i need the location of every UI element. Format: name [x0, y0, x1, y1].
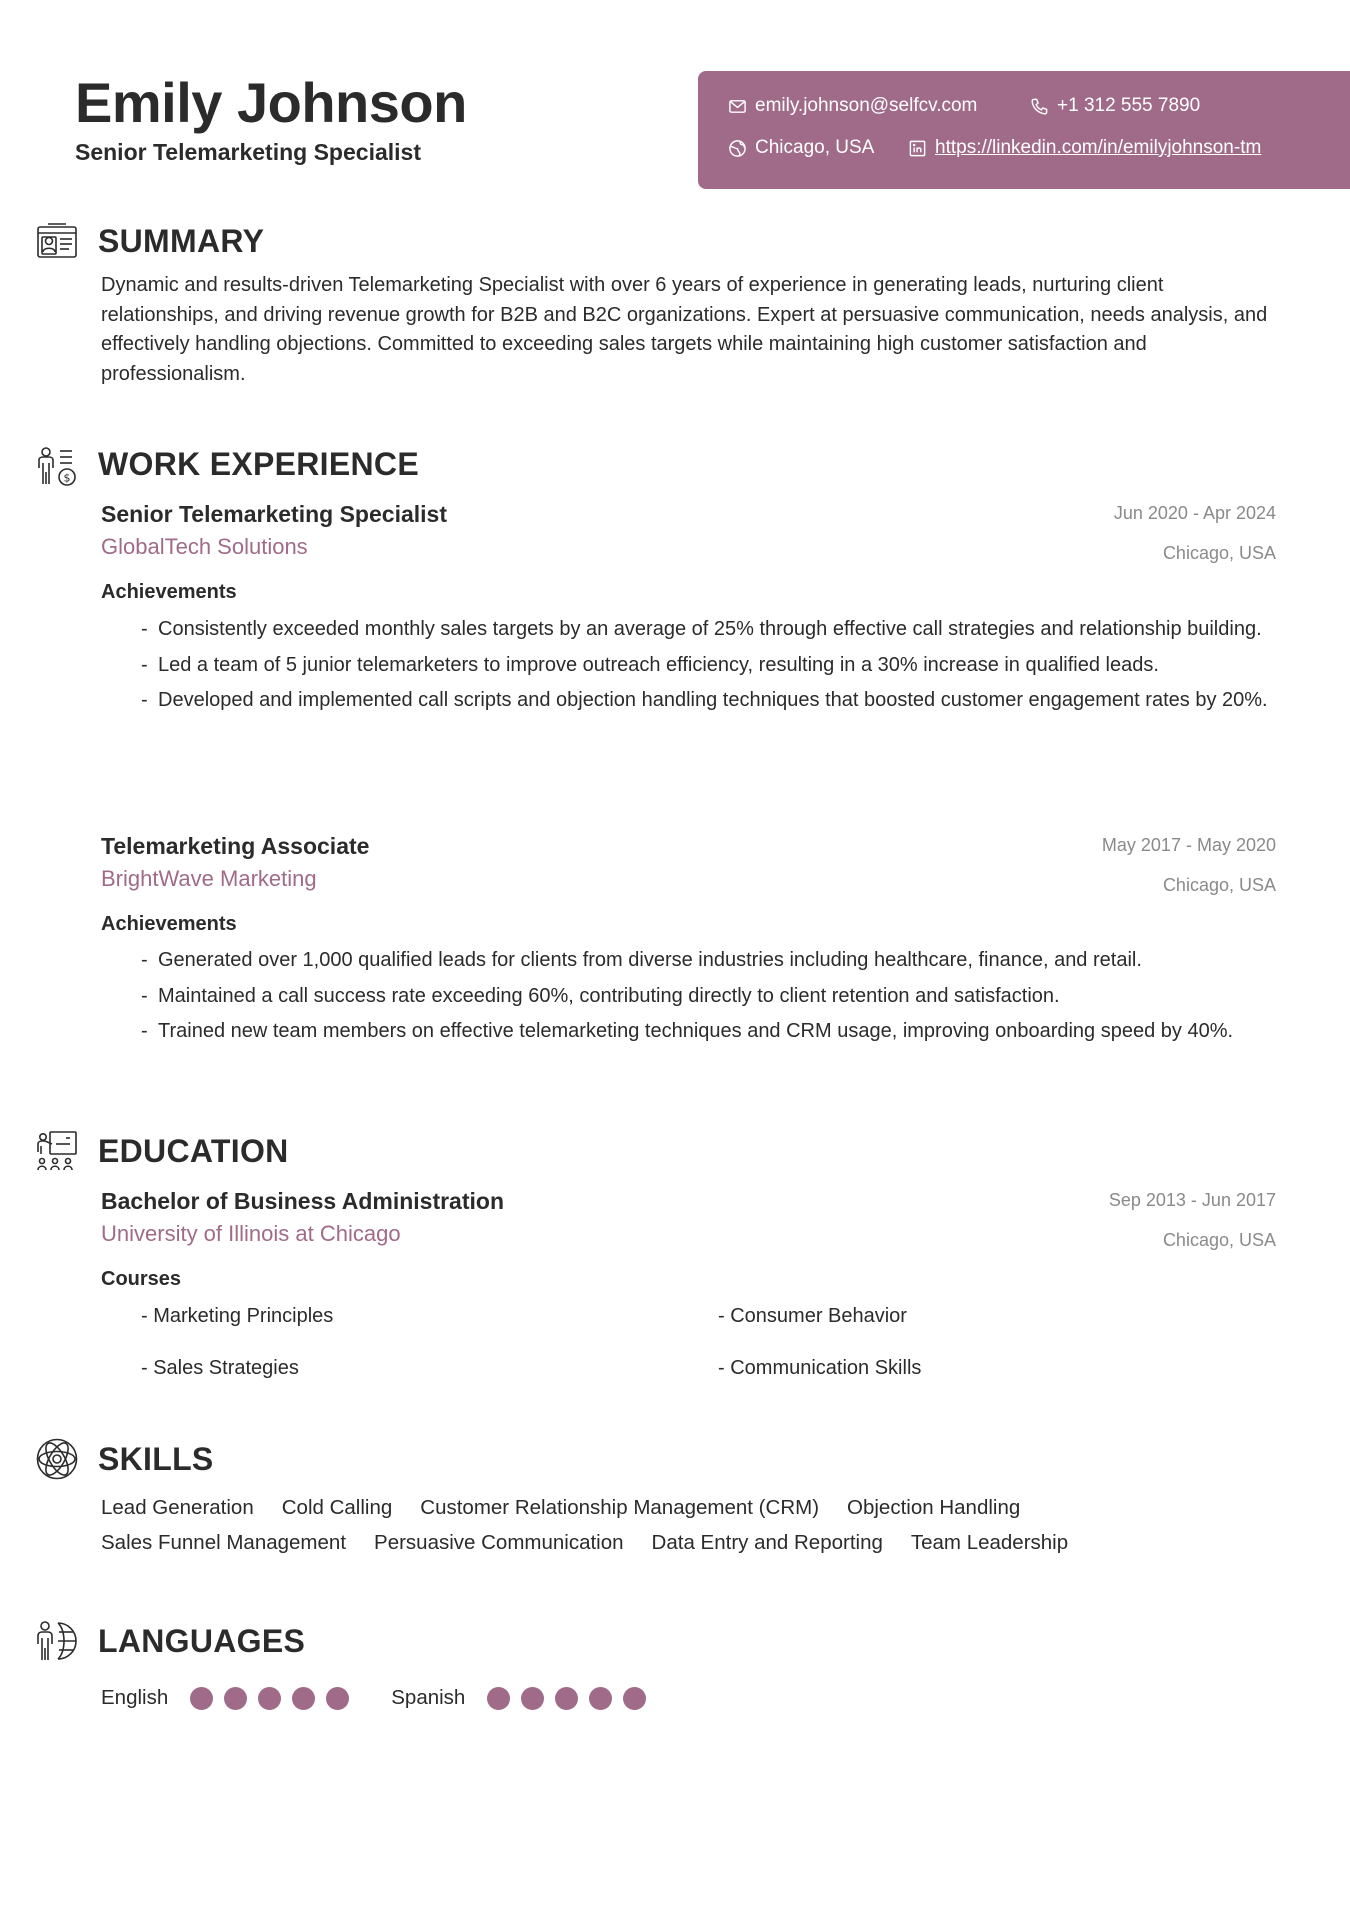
- job-company: GlobalTech Solutions: [101, 534, 308, 559]
- list-item: - Led a team of 5 junior telemarketers to improve outreach efficiency, resulting in a 30% increase in qualified leads.: [141, 653, 1159, 676]
- course-item: - Marketing Principles: [141, 1305, 334, 1327]
- language-level-dot: [589, 1687, 612, 1710]
- skill-item: Sales Funnel Management: [101, 1531, 347, 1554]
- job-company: BrightWave Marketing: [101, 866, 317, 891]
- worker-money-icon: [36, 446, 78, 488]
- language-name: English: [101, 1686, 169, 1709]
- list-item: - Maintained a call success rate exceeding 60%, contributing directly to client retention and satisfaction.: [141, 984, 1060, 1007]
- skills-row: [101, 1531, 1068, 1555]
- education-location: Chicago, USA: [1162, 1230, 1276, 1250]
- skill-item: Lead Generation: [101, 1496, 254, 1519]
- skill-item: Cold Calling: [281, 1496, 393, 1519]
- education-entry: [101, 1188, 1276, 1388]
- list-item: - Consistently exceeded monthly sales targets by an average of 25% through effective call strategies and relationship building.: [141, 618, 1262, 640]
- course-item: - Communication Skills: [718, 1357, 922, 1379]
- list-item: - Generated over 1,000 qualified leads for clients from diverse industries including healthcare, finance, and retail.: [141, 949, 1142, 971]
- education-dates: Sep 2013 - Jun 2017: [1108, 1190, 1276, 1210]
- courses-heading: Courses: [101, 1268, 182, 1290]
- skill-item: Persuasive Communication: [374, 1531, 624, 1554]
- experience-title: WORK EXPERIENCE: [98, 446, 419, 482]
- list-item: - Developed and implemented call scripts and objection handling techniques that boosted customer engagement rates by 20%.: [141, 689, 1268, 711]
- school-name: University of Illinois at Chicago: [101, 1221, 401, 1246]
- language-level-dots: [190, 1687, 349, 1710]
- languages-title: LANGUAGES: [98, 1623, 306, 1659]
- skill-item: Customer Relationship Management (CRM): [420, 1496, 820, 1519]
- language-level-dot: [258, 1687, 281, 1710]
- language-level-dot: [224, 1687, 247, 1710]
- language-level-dot: [487, 1687, 510, 1710]
- envelope-icon: [728, 97, 747, 116]
- language-level-dot: [326, 1687, 349, 1710]
- job-location: Chicago, USA: [1162, 875, 1276, 895]
- job-dates: Jun 2020 - Apr 2024: [1113, 503, 1276, 523]
- skill-item: Objection Handling: [847, 1496, 1021, 1519]
- achievements-list: [141, 615, 1271, 722]
- phone-text: +1 312 555 7890: [1057, 95, 1201, 116]
- contact-email[interactable]: [728, 95, 977, 117]
- linkedin-icon: [908, 139, 927, 158]
- achievements-heading: Achievements: [101, 913, 237, 935]
- skills-title: SKILLS: [98, 1441, 214, 1477]
- summary-title: SUMMARY: [98, 223, 265, 259]
- svg-text:$: $: [63, 471, 71, 485]
- job-title: Telemarketing Associate: [101, 833, 370, 859]
- classroom-icon: [36, 1130, 78, 1172]
- skill-item: Data Entry and Reporting: [651, 1531, 883, 1554]
- language-level-dot: [190, 1687, 213, 1710]
- language-level-dot: [555, 1687, 578, 1710]
- languages-row: [101, 1686, 688, 1710]
- course-item: - Consumer Behavior: [718, 1305, 907, 1327]
- experience-section: [36, 443, 1276, 1083]
- summary-section: [36, 218, 1276, 398]
- globe-icon: [728, 139, 747, 158]
- candidate-name: Emily Johnson: [75, 71, 467, 134]
- language-level-dots: [487, 1687, 646, 1710]
- summary-text: Dynamic and results-driven Telemarketing Specialist with over 6 years of experience in generating leads, nurturing client relationships, and driving revenue growth for B2B and B2C organizations. Expert at persuasive communication, needs analysis, and effectively handling objections. Committed to exceeding sales targets while maintaining high customer satisfaction and professionalism.: [101, 274, 1268, 385]
- achievements-list: [141, 946, 1271, 1053]
- contact-phone[interactable]: [1030, 95, 1200, 117]
- candidate-headline: Senior Telemarketing Specialist: [75, 139, 421, 165]
- skill-item: Team Leadership: [910, 1531, 1069, 1554]
- degree-title: Bachelor of Business Administration: [101, 1188, 504, 1214]
- contact-box: [698, 71, 1350, 189]
- language-level-dot: [292, 1687, 315, 1710]
- education-section: [36, 1130, 1276, 1390]
- location-text: Chicago, USA: [755, 137, 875, 158]
- education-title: EDUCATION: [98, 1133, 289, 1169]
- linkedin-link[interactable]: https://linkedin.com/in/emilyjohnson-tm: [935, 137, 1262, 158]
- achievements-heading: Achievements: [101, 581, 237, 603]
- course-item: - Sales Strategies: [141, 1357, 299, 1379]
- skills-section: [36, 1438, 1276, 1568]
- phone-icon: [1030, 97, 1049, 116]
- job-dates: May 2017 - May 2020: [1101, 835, 1276, 855]
- email-text: emily.johnson@selfcv.com: [755, 95, 978, 116]
- contact-linkedin[interactable]: [908, 137, 1261, 159]
- contact-location: [728, 137, 874, 159]
- language-level-dot: [521, 1687, 544, 1710]
- person-globe-icon: [36, 1620, 78, 1662]
- atom-icon: [36, 1438, 78, 1480]
- list-item: - Trained new team members on effective telemarketing techniques and CRM usage, improving onboarding speed by 40%.: [141, 1020, 1234, 1042]
- job-entry: [101, 833, 1276, 1093]
- skills-row: [101, 1496, 1020, 1520]
- languages-section: [36, 1620, 1276, 1730]
- language-level-dot: [623, 1687, 646, 1710]
- job-entry: [101, 501, 1276, 821]
- id-card-icon: [36, 221, 78, 263]
- language-name: Spanish: [391, 1686, 466, 1709]
- job-title: Senior Telemarketing Specialist: [101, 501, 447, 527]
- job-location: Chicago, USA: [1162, 543, 1276, 563]
